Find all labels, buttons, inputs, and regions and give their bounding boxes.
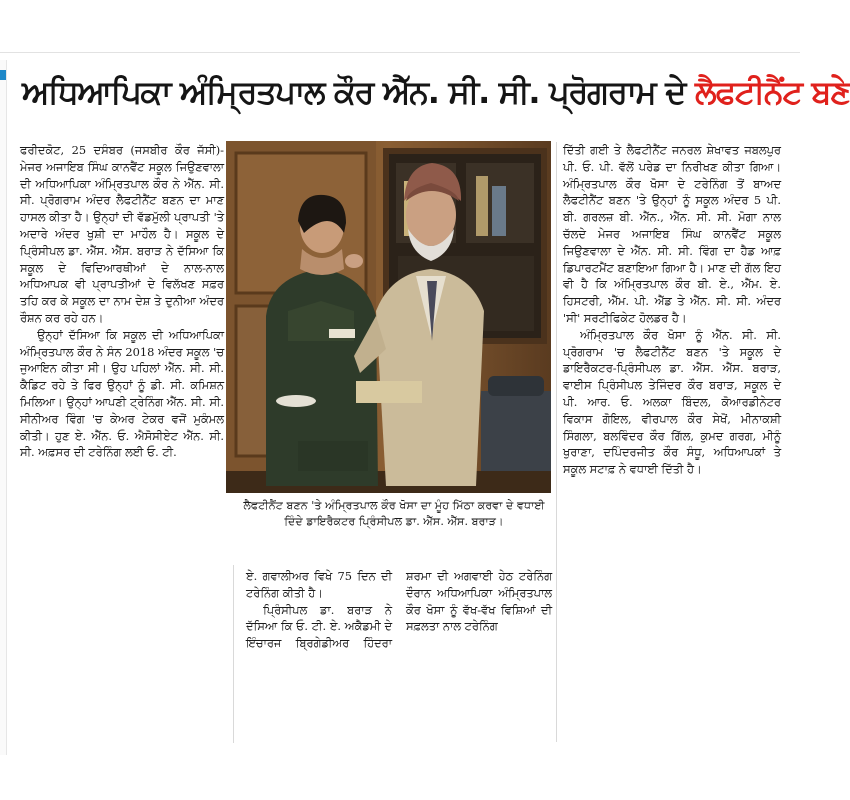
- adjacent-article-marker: [0, 70, 6, 80]
- article-column-1: [20, 142, 224, 742]
- paragraph: ਅੰਮ੍ਰਿਤਪਾਲ ਕੌਰ ਖੋਸਾ ਨੂੰ ਐੱਨ. ਸੀ. ਸੀ. ਪ੍ਰੋਗਰਾਮ 'ਚ ਲੈਫਟੀਨੈਂਟ ਬਣਨ 'ਤੇ ਸਕੂਲ ਦੇ ਡਾਇਰੈਕਟਰ-ਪ੍ਰਿੰਸੀਪਲ ਡਾ. ਐੱਸ. ਐੱਸ. ਬਰਾੜ, ਵਾਈਸ ਪ੍ਰਿੰਸੀਪਲ ਤੇਜਿੰਦਰ ਕੌਰ ਬਰਾੜ, ਸਕੂਲ ਦੇ ਪੀ. ਆਰ. ਓ. ਅਲਕਾ ਬਿੰਦਲ, ਕੋਆਰਡੀਨੇਟਰ ਵਿਕਾਸ ਗੋਇਲ, ਵੀਰਪਾਲ ਕੌਰ ਸੇਖੋਂ, ਮੀਨਾਕਸ਼ੀ ਸਿੰਗਲਾ, ਬਲਵਿੰਦਰ ਕੌਰ ਗਿੱਲ, ਕੁਮਦ ਗਰਗ, ਮੀਨੂੰ ਖੁਰਾਣਾ, ਦਪਿੰਦਰਜੀਤ ਕੌਰ ਸੰਧੂ, ਅਧਿਆਪਕਾਂ ਤੇ ਸਕੂਲ ਸਟਾਫ਼ ਨੇ ਵਧਾਈ ਦਿੱਤੀ ਹੈ।: [563, 327, 781, 477]
- top-cut-line: [0, 52, 800, 53]
- paragraph: ਦਿੱਤੀ ਗਈ ਤੇ ਲੈਫਟੀਨੈਂਟ ਜਨਰਲ ਸ਼ੇਖਾਵਤ ਜਬਲਪੁਰ ਪੀ. ਓ. ਪੀ. ਵੱਲੋਂ ਪਰੇਡ ਦਾ ਨਿਰੀਖਣ ਕੀਤਾ ਗਿਆ। ਅੰਮ੍ਰਿਤਪਾਲ ਕੌਰ ਖੋਸਾ ਦੇ ਟਰੇਨਿੰਗ ਤੋਂ ਬਾਅਦ ਲੈਫਟੀਨੈਂਟ ਬਣਨ 'ਤੇ ਉਨ੍ਹਾਂ ਨੂੰ ਸਕੂਲ ਅੰਦਰ 5 ਪੀ. ਬੀ. ਗਰਲਜ਼ ਬੀ. ਐੱਨ., ਐੱਨ. ਸੀ. ਸੀ. ਮੋਗਾ ਨਾਲ ਚੱਲਦੇ ਮੇਜਰ ਅਜਾਇਬ ਸਿੰਘ ਕਾਨਵੈਂਟ ਸਕੂਲ ਜਿਉਣਵਾਲਾ ਦੇ ਐੱਨ. ਸੀ. ਸੀ. ਵਿੰਗ ਦਾ ਹੈਡ ਆਫ਼ ਡਿਪਾਰਟਮੈਂਟ ਬਣਾਇਆ ਗਿਆ ਹੈ। ਮਾਣ ਦੀ ਗੱਲ ਇਹ ਵੀ ਹੈ ਕਿ ਅੰਮ੍ਰਿਤਪਾਲ ਕੌਰ ਬੀ. ਏ., ਐੱਮ. ਏ. ਹਿਸਟਰੀ, ਐੱਮ. ਪੀ. ਐੱਡ ਤੇ ਐੱਨ. ਸੀ. ਸੀ. ਅੰਦਰ 'ਸੀ' ਸਰਟੀਫਿਕੇਟ ਹੋਲਡਰ ਹੈ।: [563, 143, 781, 325]
- paragraph: ਫਰੀਦਕੋਟ, 25 ਦਸੰਬਰ (ਜਸਬੀਰ ਕੌਰ ਜੱਸੀ)-ਮੇਜਰ ਅਜਾਇਬ ਸਿੰਘ ਕਾਨਵੈਂਟ ਸਕੂਲ ਜਿਉਣਵਾਲਾ ਦੀ ਅਧਿਆਪਿਕਾ ਅੰਮ੍ਰਿਤਪਾਲ ਕੌਰ ਨੇ ਐੱਨ. ਸੀ. ਸੀ. ਪ੍ਰੋਗਰਾਮ ਅੰਦਰ ਲੈਫਟੀਨੈਂਟ ਬਣਨ ਦਾ ਮਾਣ ਹਾਸਲ ਕੀਤਾ ਹੈ। ਉਨ੍ਹਾਂ ਦੀ ਵੱਡਮੁੱਲੀ ਪ੍ਰਾਪਤੀ 'ਤੇ ਅਦਾਰੇ ਅੰਦਰ ਖੁਸ਼ੀ ਦਾ ਮਾਹੌਲ ਹੈ। ਸਕੂਲ ਦੇ ਪ੍ਰਿੰਸੀਪਲ ਡਾ. ਐੱਸ. ਐੱਸ. ਬਰਾੜ ਨੇ ਦੱਸਿਆ ਕਿ ਸਕੂਲ ਦੇ ਵਿਦਿਆਰਥੀਆਂ ਦੇ ਨਾਲ-ਨਾਲ ਅਧਿਆਪਕ ਵੀ ਪ੍ਰਾਪਤੀਆਂ ਦੇ ਵਿਲੱਖਣ ਸਫ਼ਰ ਤਹਿ ਕਰ ਕੇ ਸਕੂਲ ਦਾ ਨਾਮ ਦੇਸ਼ ਤੇ ਦੁਨੀਆ ਅੰਦਰ ਰੌਸ਼ਨ ਕਰ ਰਹੇ ਹਨ।: [20, 143, 224, 325]
- column-rule: [233, 565, 234, 743]
- column-rule: [556, 142, 557, 742]
- article-column-2: [246, 568, 552, 742]
- paragraph: ਏ. ਗਵਾਲੀਅਰ ਵਿਖੇ 75 ਦਿਨ ਦੀ ਟਰੇਨਿੰਗ ਕੀਤੀ ਹੈ।: [246, 569, 392, 600]
- headline: [22, 64, 850, 120]
- adjacent-article-edge: [0, 60, 7, 755]
- headline-highlight: ਲੈਫਟੀਨੈਂਟ ਬਣੇ: [695, 73, 850, 111]
- photo-caption: ਲੈਫਟੀਨੈਂਟ ਬਣਨ 'ਤੇ ਅੰਮ੍ਰਿਤਪਾਲ ਕੌਰ ਖੋਸਾ ਦਾ ਮੂੰਹ ਮਿੱਠਾ ਕਰਵਾ ਦੇ ਵਧਾਈ ਦਿੰਦੇ ਡਾਇਰੈਕਟਰ ਪ੍ਰਿੰਸੀਪਲ ਡਾ. ਐੱਸ. ਐੱਸ. ਬਰਾੜ।: [243, 499, 545, 528]
- headline-main: ਅਧਿਆਪਿਕਾ ਅੰਮ੍ਰਿਤਪਾਲ ਕੌਰ ਐੱਨ. ਸੀ. ਸੀ. ਪ੍ਰੋਗਰਾਮ ਦੇ: [22, 73, 695, 111]
- paragraph: ਉਨ੍ਹਾਂ ਦੱਸਿਆ ਕਿ ਸਕੂਲ ਦੀ ਅਧਿਆਪਿਕਾ ਅੰਮ੍ਰਿਤਪਾਲ ਕੌਰ ਨੇ ਸੰਨ 2018 ਅੰਦਰ ਸਕੂਲ 'ਚ ਜੁਆਇਨ ਕੀਤਾ ਸੀ। ਉਹ ਪਹਿਲਾਂ ਐੱਨ. ਸੀ. ਸੀ. ਕੈਡਿਟ ਰਹੇ ਤੇ ਫਿਰ ਉਨ੍ਹਾਂ ਨੂੰ ਡੀ. ਸੀ. ਕਮਿਸ਼ਨ ਮਿਲਿਆ। ਉਨ੍ਹਾਂ ਆਪਣੀ ਟ੍ਰੇਨਿੰਗ ਐੱਨ. ਸੀ. ਸੀ. ਸੀਨੀਅਰ ਵਿੰਗ 'ਚ ਕੇਅਰ ਟੇਕਰ ਵਜੋਂ ਮੁਕੰਮਲ ਕੀਤੀ। ਹੁਣ ਏ. ਐੱਨ. ਓ. ਐਸੋਸੀਏਟ ਐੱਨ. ਸੀ. ਸੀ. ਅਫ਼ਸਰ ਦੀ ਟਰੇਨਿੰਗ ਲਈ ਓ. ਟੀ.: [20, 327, 224, 460]
- article-column-3: [563, 142, 781, 742]
- news-photo: [226, 141, 551, 493]
- photo-illustration: [226, 141, 551, 493]
- paragraph: ਪ੍ਰਿੰਸੀਪਲ ਡਾ. ਬਰਾੜ ਨੇ ਦੱਸਿਆ ਕਿ ਓ. ਟੀ. ਏ. ਅਕੈਡਮੀ ਦੇ ਇੰਚਾਰਜ ਬ੍ਰਿਗੇਡੀਅਰ ਹਿੰਦਰਾ ਸ਼ਰਮਾ ਦੀ ਅਗਵਾਈ ਹੇਠ ਟਰੇਨਿੰਗ ਦੌਰਾਨ ਅਧਿਆਪਿਕਾ ਅੰਮ੍ਰਿਤਪਾਲ ਕੌਰ ਖੋਸਾ ਨੂੰ ਵੱਖ-ਵੱਖ ਵਿਸ਼ਿਆਂ ਦੀ ਸਫ਼ਲਤਾ ਨਾਲ ਟਰੇਨਿੰਗ: [246, 569, 552, 651]
